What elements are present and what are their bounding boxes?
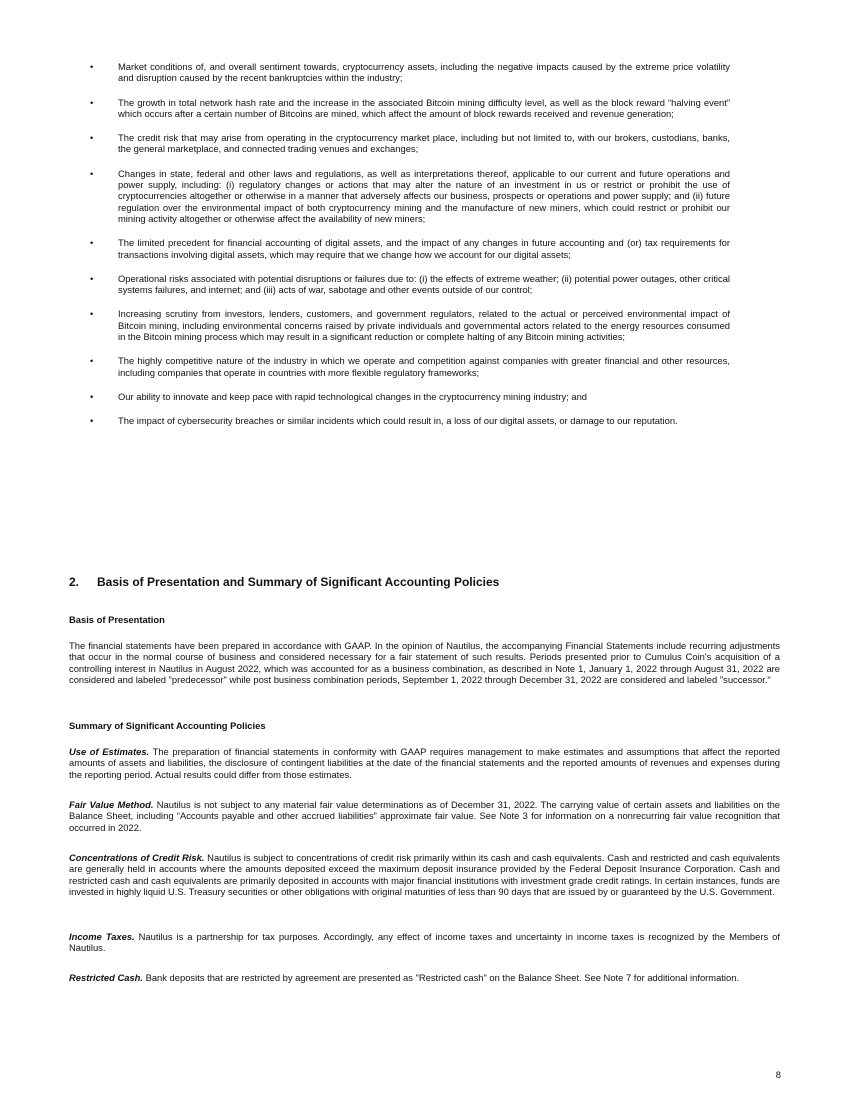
bullet-icon: • — [90, 390, 94, 402]
list-item — [90, 132, 730, 155]
bullet-icon: • — [90, 237, 94, 249]
policy-text: Nautilus is a partnership for tax purposes. Accordingly, any effect of income taxes and uncertainty in income taxes is recognized by the Members of Nautilus. — [69, 931, 780, 954]
policy-text: Nautilus is not subject to any material fair value determinations as of December 31, 2022. The carrying value of certain assets and liabilities on the Balance Sheet, including “Accounts payable and other accrued liabilities” approximate fair value. See Note 3 for information on a nonrecurring fair value recognition that occurred in 2022. — [69, 799, 781, 833]
list-item — [90, 168, 730, 224]
policy-term: Income Taxes. — [69, 931, 135, 942]
list-item-text: The limited precedent for financial accounting of digital assets, and the impact of any changes in future accounting and (or) tax requirements for transactions involving digital assets, which may require that we change how we account for our digital assets; — [118, 237, 730, 260]
list-item — [90, 97, 730, 120]
section-title: Basis of Presentation and Summary of Significant Accounting Policies — [97, 575, 500, 589]
bullet-icon: • — [90, 355, 94, 367]
list-item-text: The impact of cybersecurity breaches or similar incidents which could result in, a loss of our digital assets, or damage to our reputation. — [118, 415, 678, 427]
policy-concentrations-of-credit-risk — [69, 852, 780, 897]
list-item-text: Our ability to innovate and keep pace with rapid technological changes in the cryptocurrency mining industry; and — [118, 390, 588, 402]
policy-use-of-estimates — [69, 746, 780, 780]
bullet-icon: • — [90, 272, 94, 284]
list-item — [90, 273, 730, 296]
section-number: 2. — [69, 575, 80, 589]
list-item — [90, 355, 730, 378]
list-item-text: Operational risks associated with potential disruptions or failures due to: (i) the effects of extreme weather; (ii) potential power outages, other critical systems failures, and internet; and (iii) acts of war, sabotage and other events outside of our control; — [118, 272, 730, 296]
accounting-policies-heading: Summary of Significant Accounting Policies — [69, 720, 266, 731]
list-item-text: Increasing scrutiny from investors, lenders, customers, and government regulators, related to the actual or perceived environmental impact of Bitcoin mining, including environmental concerns raised by private individuals and governmental actors related to the energy resources consumed in the Bitcoin mining process which may result in a significant reduction or complete halting of any Bitcoin mining activities; — [118, 308, 730, 343]
policy-fair-value-method — [69, 799, 780, 833]
list-item — [90, 308, 730, 342]
risk-factor-list — [90, 61, 730, 440]
list-item-text: The growth in total network hash rate and the increase in the associated Bitcoin mining difficulty level, as well as the block reward “halving event” which occurs after a certain number of Bitcoins are mined, which affect the amount of block rewards received and revenue generation; — [118, 96, 730, 119]
section-heading — [69, 575, 499, 589]
bullet-icon: • — [90, 132, 94, 144]
policy-text: Nautilus is subject to concentrations of credit risk primarily within its cash and cash equivalents. Cash and restricted and cash equivalents are generally held in accounts where the amounts deposited exceed the maximum deposit insurance provided by the Federal Deposit Insurance Corporation. Cash and restricted cash and cash equivalents are primarily deposited in accounts with major financial institutions with investment grade credit ratings. In certain instances, funds are invested in highly liquid U.S. Treasury securities or other obligations with original maturities of less than 90 days that are issued by or guaranteed by the U.S. Government. — [69, 852, 780, 897]
list-item-text: The credit risk that may arise from operating in the cryptocurrency market place, including but not limited to, with our brokers, custodians, banks, the general marketplace, and connected trading venues and exchanges; — [118, 132, 730, 155]
policy-restricted-cash — [69, 972, 780, 983]
basis-of-presentation-heading: Basis of Presentation — [69, 614, 165, 625]
list-item-text: The highly competitive nature of the industry in which we operate and competition against companies with greater financial and other resources, including companies that operate in countries with more flexible regulatory frameworks; — [118, 355, 730, 378]
list-item-text: Changes in state, federal and other laws and regulations, as well as interpretations thereof, applicable to our current and future operations and power supply, including: (i) regulatory changes or actions that may alter the nature of an investment in us or restrict or prohibit the use of cryptocurrencies altogether or otherwise in a manner that adversely affects our business, prospects or operations and power supply; and (ii) future regulation over the environmental impact of both cryptocurrency mining and the manufacture of new miners, which could restrict or prohibit our mining activity altogether or otherwise affect the availability of new miners; — [118, 167, 730, 224]
list-item — [90, 61, 730, 84]
bullet-icon: • — [90, 415, 94, 427]
bullet-icon: • — [90, 308, 94, 320]
policy-term: Use of Estimates. — [69, 746, 150, 757]
bullet-icon: • — [90, 96, 94, 108]
bullet-icon: • — [90, 167, 94, 179]
list-item-text: Market conditions of, and overall sentiment towards, cryptocurrency assets, including the negative impacts caused by the extreme price volatility and disruption caused by the recent bankruptcies within the industry; — [118, 61, 730, 84]
policy-text: Bank deposits that are restricted by agreement are presented as "Restricted cash" on the Balance Sheet. See Note 7 for additional information. — [142, 972, 740, 983]
policy-term: Concentrations of Credit Risk. — [69, 852, 205, 863]
list-item — [90, 391, 730, 402]
page-number: 8 — [775, 1069, 781, 1080]
list-item — [90, 237, 730, 260]
list-item — [90, 415, 730, 426]
policy-text: The preparation of financial statements in conformity with GAAP requires management to make estimates and assumptions that affect the reported amounts of assets and liabilities, the disclosure of contingent liabilities at the date of the financial statements and the reported amounts of revenues and expenses during the reporting period. Actual results could differ from those estimates. — [69, 746, 780, 780]
policy-term: Fair Value Method. — [69, 799, 154, 810]
bullet-icon: • — [90, 61, 94, 72]
basis-of-presentation-text: The financial statements have been prepared in accordance with GAAP. In the opinion of Nautilus, the accompanying Financial Statements include recurring adjustments that occur in the normal course of business and considered necessary for a fair statement of such results. Periods presented prior to Cumulus Coin's acquisition of a controlling interest in Nautilus in August 2022, which was accounted for as a business combination, as described in Note 1, January 1, 2022 through August 31, 2022 are considered and labeled "predecessor" while post business combination periods, September 1, 2022 through December 31, 2022 are considered and labeled "successor." — [69, 640, 780, 685]
policy-term: Restricted Cash. — [69, 972, 143, 983]
policy-income-taxes — [69, 931, 780, 954]
